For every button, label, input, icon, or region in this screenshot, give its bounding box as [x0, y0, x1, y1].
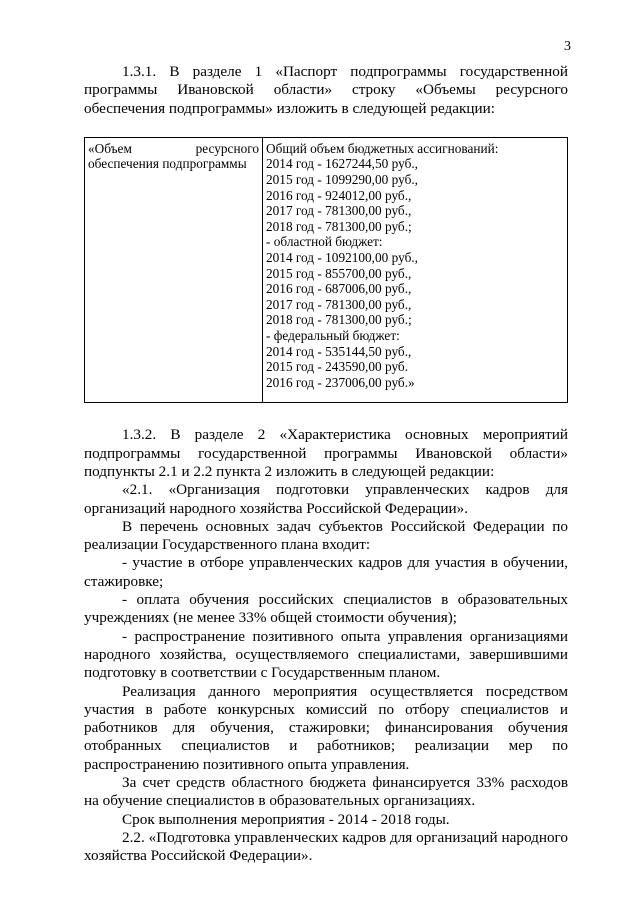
body-paragraph: - оплата обучения российских специалистов в образовательных учреждениях (не менее 33% общей стоимости обучения); — [84, 591, 568, 627]
table-value-line: 2018 год - 781300,00 руб.; — [266, 218, 412, 234]
table-value-line: - областной бюджет: — [266, 234, 383, 250]
table-value-line: 2017 год - 781300,00 руб., — [266, 203, 412, 219]
body-paragraph: За счет средств областного бюджета финансируется 33% расходов на обучение специалистов в образовательных организациях. — [84, 774, 568, 810]
body-paragraph: - распространение позитивного опыта управления организациями народного хозяйства, осуществляемого специалистами, завершившими подготовку в соответствии с Государственным планом. — [84, 627, 568, 682]
table-value-line: 2017 год - 781300,00 руб., — [266, 296, 412, 312]
body-paragraph: «2.1. «Организация подготовки управленческих кадров для организаций народного хозяйства Российской Федерации». — [84, 481, 568, 517]
table-value-line: 2015 год - 243590,00 руб. — [266, 359, 409, 375]
paragraph-list — [84, 426, 568, 865]
table-value-line: 2016 год - 237006,00 руб.» — [266, 374, 415, 390]
table-value-line: 2016 год - 924012,00 руб., — [266, 187, 412, 203]
body-paragraph: Срок выполнения мероприятия - 2014 - 2018 годы. — [122, 810, 450, 828]
body-paragraph: Реализация данного мероприятия осуществляется посредством участия в работе конкурсных комиссий по отбору специалистов и работников для обучения, стажировки; финансирования обучения отобранных специалистов и работников; реализации мер по распространению позитивного опыта управления. — [84, 682, 568, 773]
resource-table — [84, 137, 568, 404]
intro-paragraph: 1.3.1. В разделе 1 «Паспорт подпрограммы государственной программы Ивановской области» строку «Объемы ресурсного обеспечения подпрограммы» изложить в следующей редакции: — [84, 63, 568, 117]
table-label-text: «Объем ресурсного обеспечения подпрограммы — [88, 140, 259, 172]
table-value-line: 2018 год - 781300,00 руб.; — [266, 312, 412, 328]
table-value-line: 2014 год - 1627244,50 руб., — [266, 156, 418, 172]
table-value-line: 2014 год - 1092100,00 руб., — [266, 250, 418, 266]
document-body — [84, 63, 568, 866]
table-value-line: Общий объем бюджетных ассигнований: — [266, 140, 499, 156]
body-paragraph: - участие в отборе управленческих кадров для участия в обучении, стажировке; — [84, 554, 568, 590]
table-cell-label — [85, 137, 263, 403]
body-paragraph: В перечень основных задач субъектов Российской Федерации по реализации Государственного плана входит: — [84, 517, 568, 554]
body-paragraph: 1.3.2. В разделе 2 «Характеристика основных мероприятий подпрограммы государственной программы Ивановской области» подпункты 2.1 и 2.2 пункта 2 изложить в следующей редакции: — [84, 426, 568, 480]
table-value-line: 2014 год - 535144,50 руб., — [266, 343, 412, 359]
table-cell-values — [263, 137, 568, 403]
table-value-line: 2015 год - 855700,00 руб., — [266, 265, 412, 281]
body-paragraph: 2.2. «Подготовка управленческих кадров для организаций народного хозяйства Российской Федерации». — [84, 828, 568, 865]
table-value-line: 2016 год - 687006,00 руб., — [266, 281, 412, 297]
table-row — [85, 137, 568, 403]
table-value-line: 2015 год - 1099290,00 руб., — [266, 172, 418, 188]
table-value-line: - федеральный бюджет: — [266, 328, 400, 344]
page-number: 3 — [564, 39, 571, 54]
